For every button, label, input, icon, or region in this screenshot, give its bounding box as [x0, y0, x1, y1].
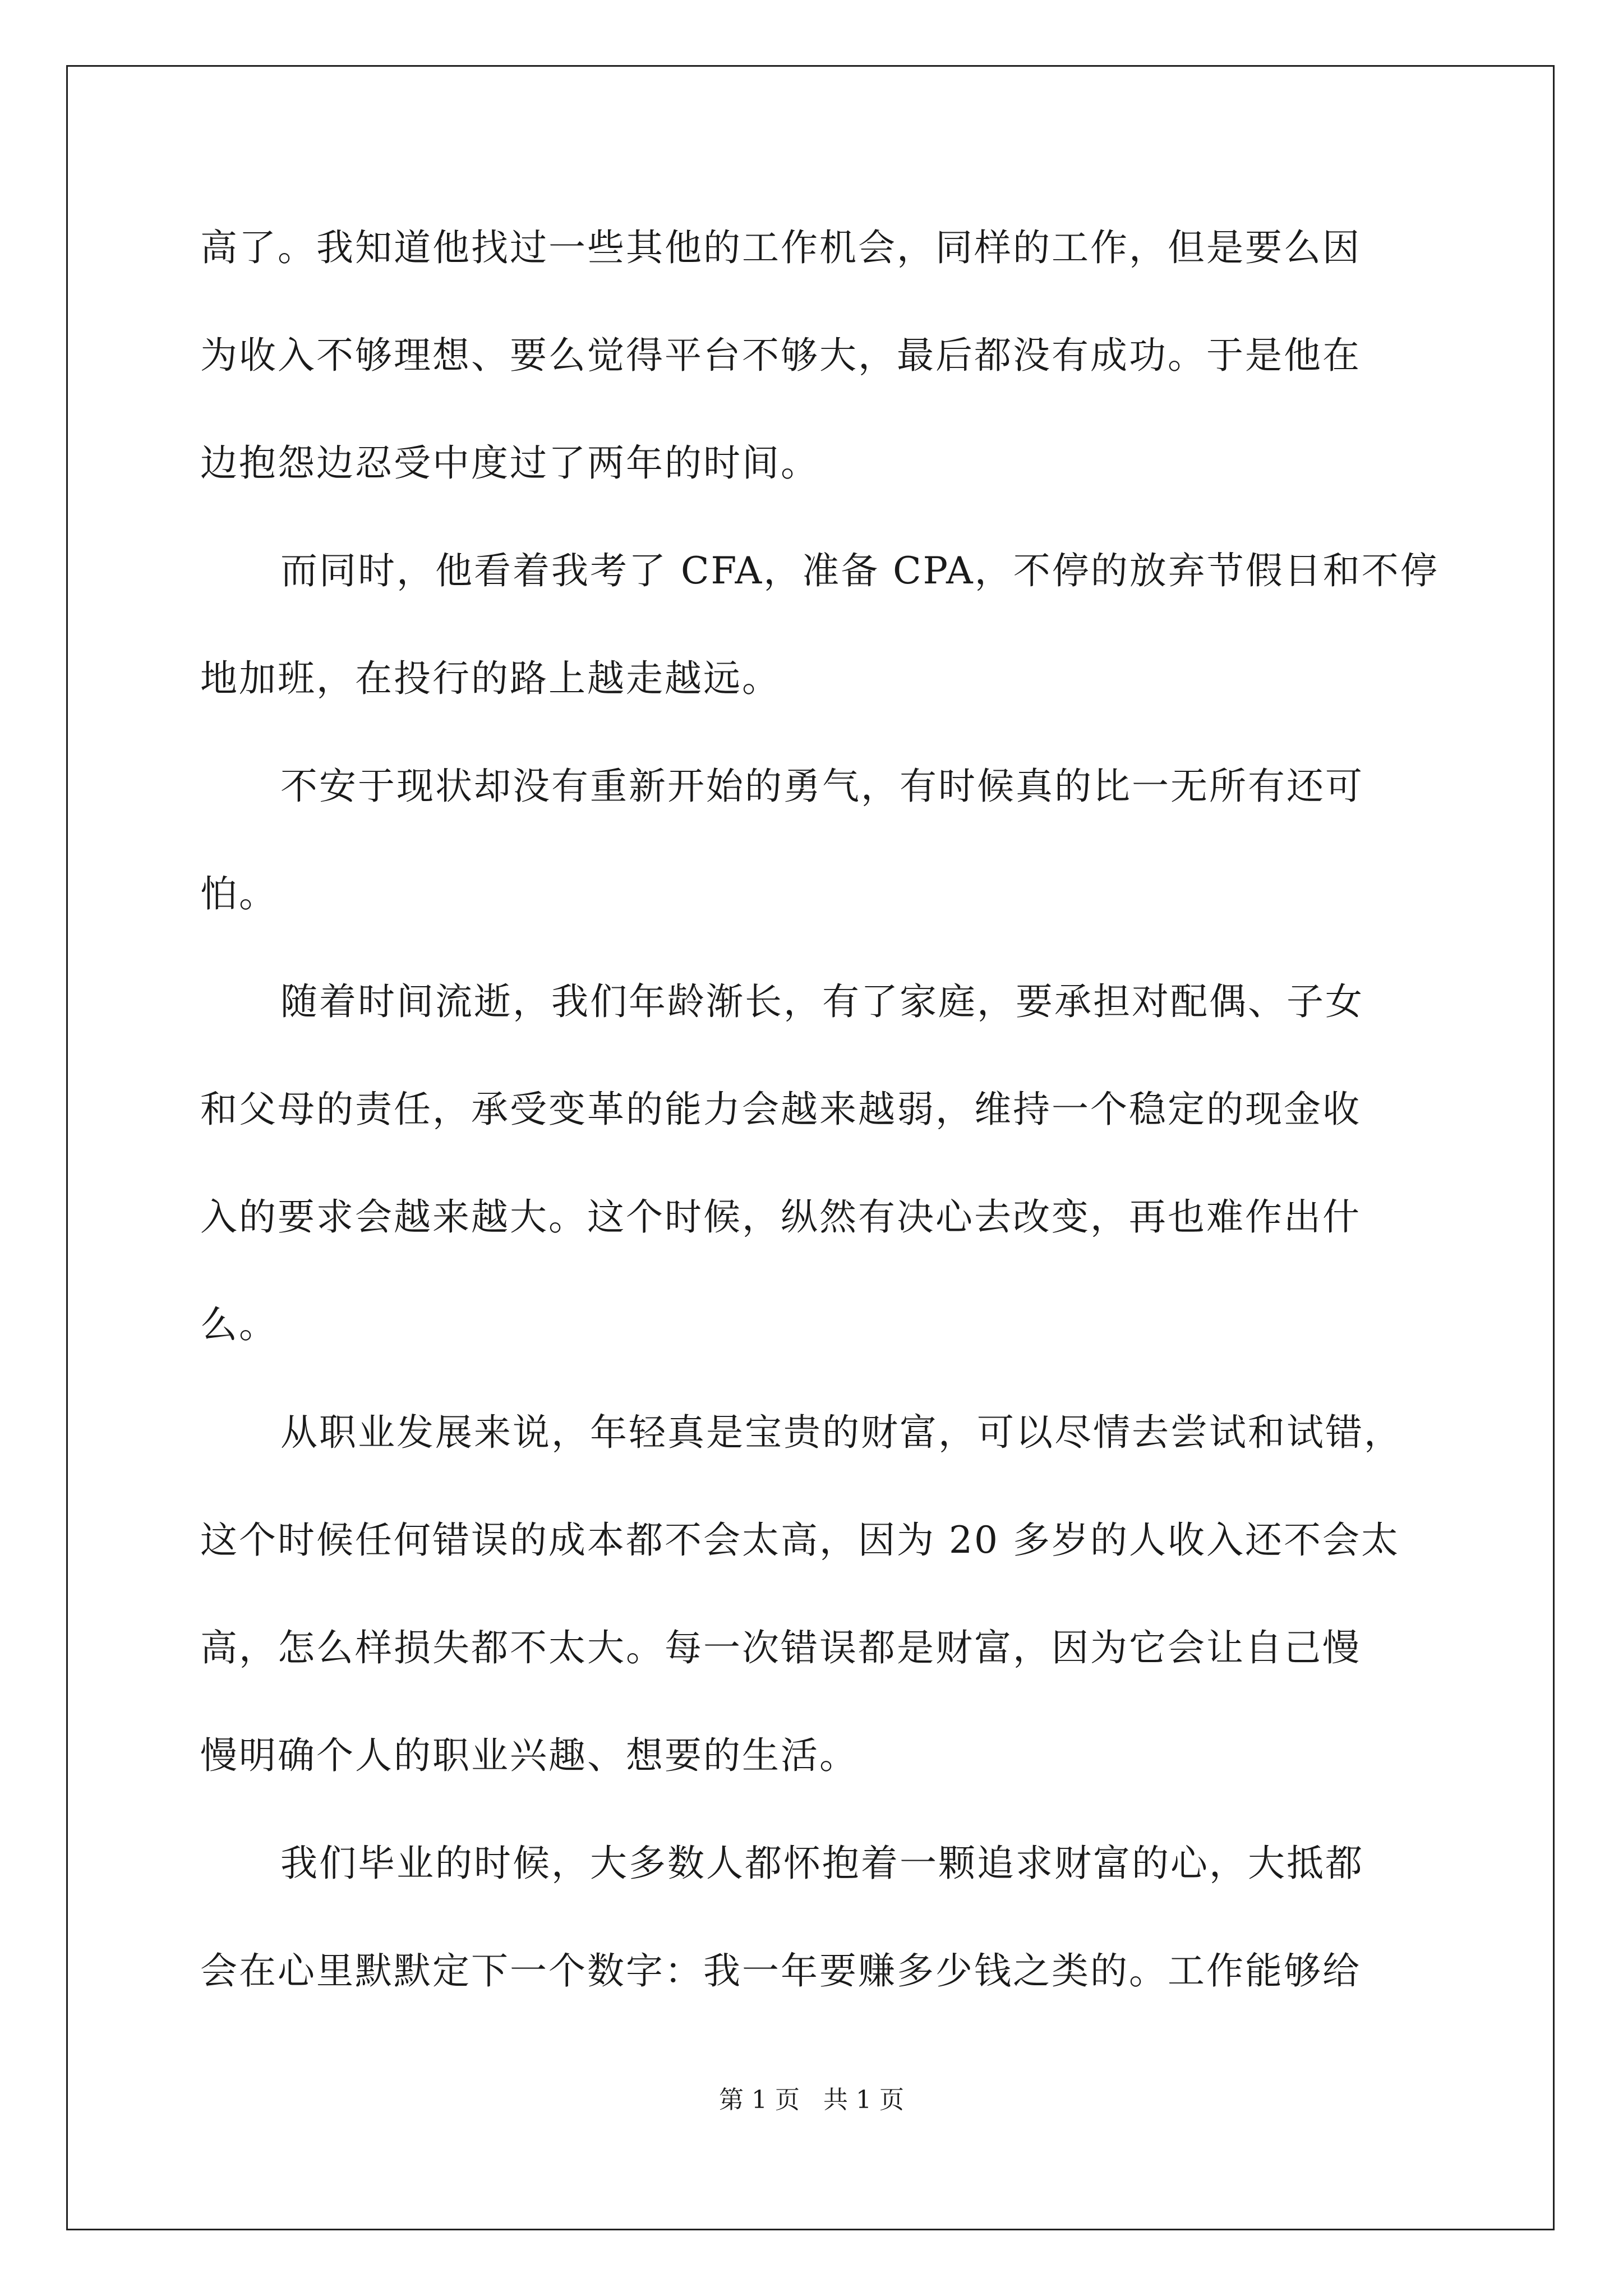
text-line: 怕。	[200, 872, 278, 915]
text-line: 慢明确个人的职业兴趣、想要的生活。	[200, 1734, 858, 1777]
paragraph-start-line: 我们毕业的时候，大多数人都怀抱着一颗追求财富的心，大抵都	[280, 1842, 1364, 1885]
text-line: 入的要求会越来越大。这个时候，纵然有决心去改变，再也难作出什	[200, 1195, 1361, 1239]
text-line: 为收入不够理想、要么觉得平台不够大，最后都没有成功。于是他在	[200, 334, 1361, 377]
text-line: 高，怎么样损失都不太大。每一次错误都是财富，因为它会让自己慢	[200, 1626, 1361, 1669]
text-line: 高了。我知道他找过一些其他的工作机会，同样的工作，但是要么因	[200, 226, 1361, 269]
paragraph-start-line: 而同时，他看着我考了 CFA，准备 CPA，不停的放弃节假日和不停	[280, 549, 1439, 592]
text-line: 边抱怨边忍受中度过了两年的时间。	[200, 441, 819, 485]
text-line: 和父母的责任，承受变革的能力会越来越弱，维持一个稳定的现金收	[200, 1088, 1361, 1131]
paragraph-start-line: 不安于现状却没有重新开始的勇气，有时候真的比一无所有还可	[280, 765, 1364, 808]
page-number-footer: 第 1 页 共 1 页	[719, 2086, 904, 2114]
text-line: 地加班，在投行的路上越走越远。	[200, 657, 781, 700]
text-line: 么。	[200, 1303, 278, 1346]
paragraph-start-line: 从职业发展来说，年轻真是宝贵的财富，可以尽情去尝试和试错，	[280, 1411, 1403, 1454]
page-border	[66, 65, 1555, 2230]
text-line: 会在心里默默定下一个数字：我一年要赚多少钱之类的。工作能够给	[200, 1949, 1361, 1993]
paragraph-start-line: 随着时间流逝，我们年龄渐长，有了家庭，要承担对配偶、子女	[280, 980, 1364, 1023]
text-line: 这个时候任何错误的成本都不会太高，因为 20 多岁的人收入还不会太	[200, 1519, 1400, 1562]
